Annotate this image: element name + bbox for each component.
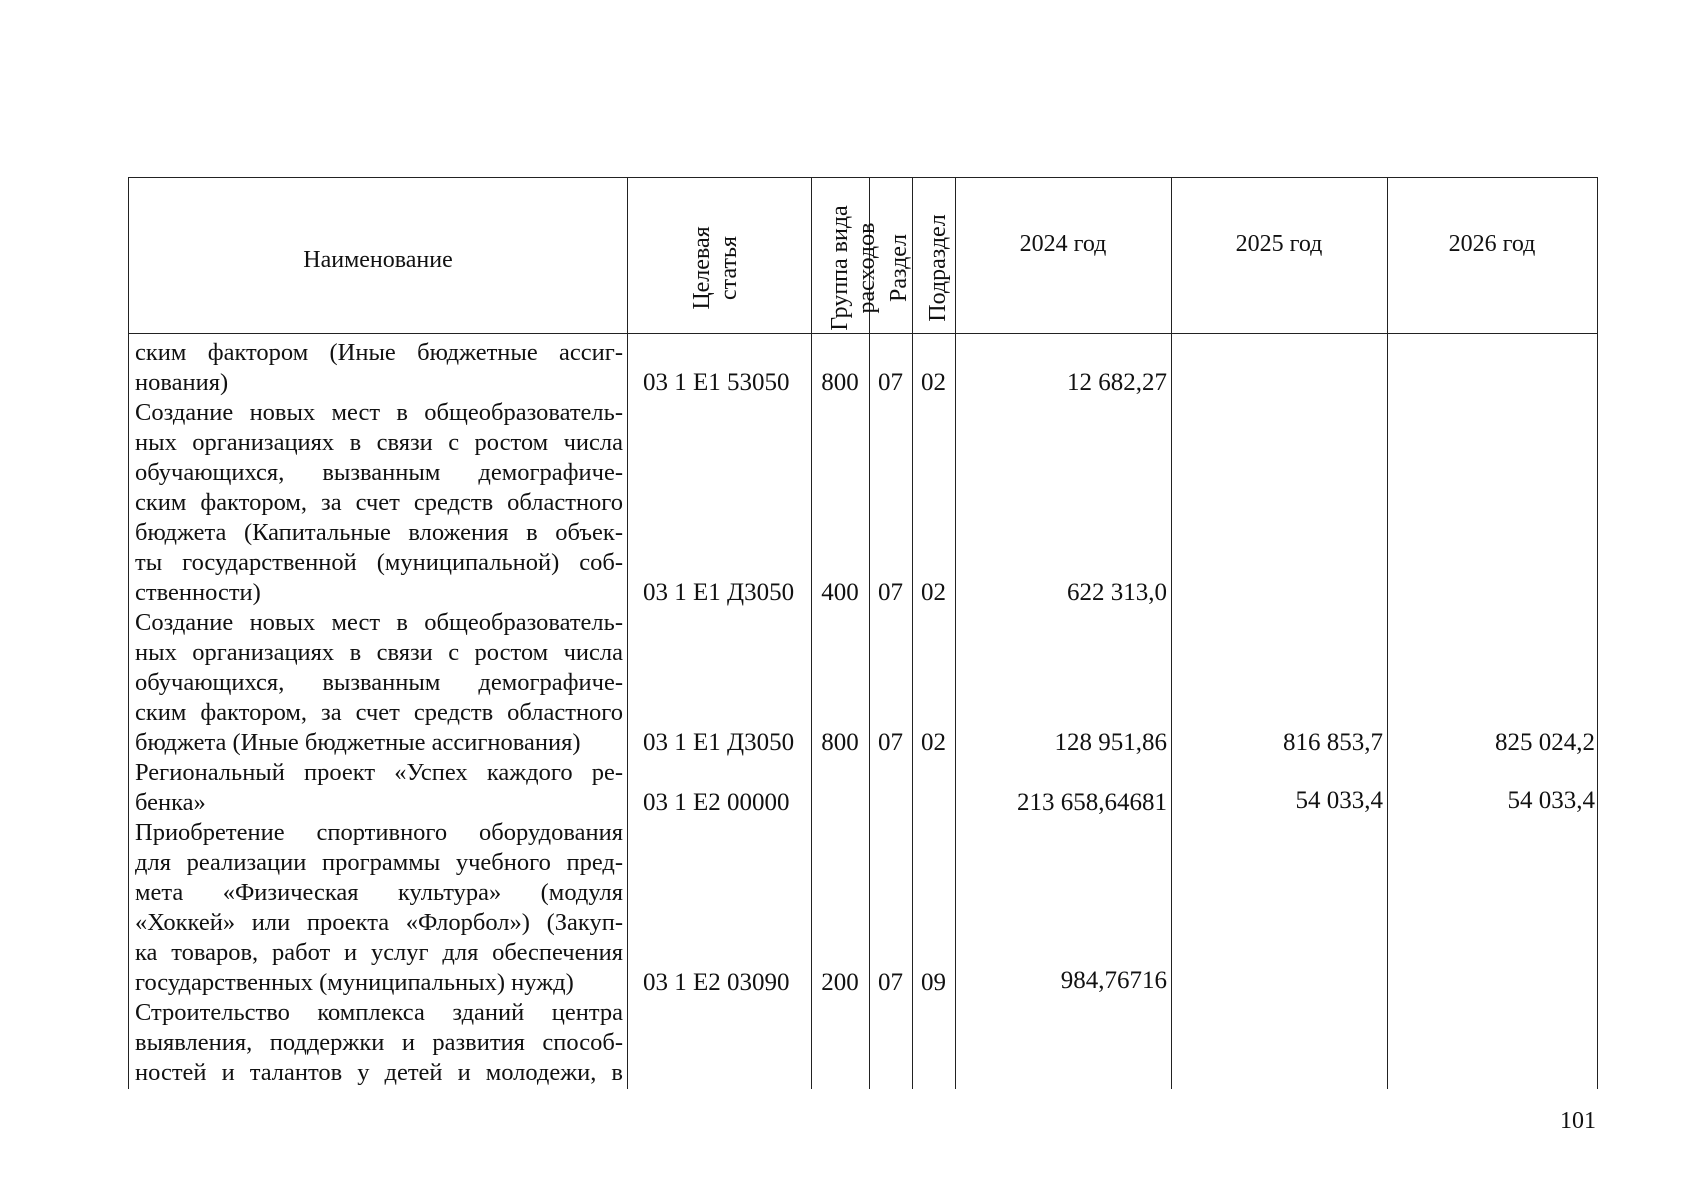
row-subsection: 09 <box>921 969 946 996</box>
column-divider <box>1171 178 1172 1089</box>
row-section: 07 <box>878 579 903 606</box>
column-divider <box>811 178 812 1089</box>
row-name: Строительство комплекса зданий центра выявления, поддержки и развития способ- ностей и талантов у детей и молодежи, в <box>135 999 623 1086</box>
row-name: Приобретение спортивного оборудования для реализации программы учебного пред- мета «Физическая культура» (модуля «Хоккей» или проекта «Флорбол») (Закуп- ка товаров, работ и услуг для обеспечения государственных (муниципальных) нужд) <box>135 819 623 996</box>
header-section: Раздел <box>886 234 912 302</box>
row-2025: 816 853,7 <box>1283 729 1383 756</box>
header-2024: 2024 год <box>1019 231 1107 257</box>
row-group: 800 <box>821 729 859 756</box>
row-name: Создание новых мест в общеобразователь- ных организациях в связи с ростом числа обучающихся, вызванным демографиче- ским фактором, за счет средств областного бюджета (Капитальные вложения в объек- ты государственной (муниципальной) соб- ственности) <box>135 399 623 606</box>
page-number: 101 <box>1560 1108 1596 1134</box>
header-2026: 2026 год <box>1448 231 1536 257</box>
row-section: 07 <box>878 369 903 396</box>
header-subsection: Подраздел <box>925 214 951 322</box>
row-target: 03 1 E2 03090 <box>643 969 790 996</box>
row-target: 03 1 E1 53050 <box>643 369 790 396</box>
row-2024: 622 313,0 <box>1067 579 1167 606</box>
row-2026: 54 033,4 <box>1507 787 1595 814</box>
row-name: Региональный проект «Успех каждого ре- бенка» <box>135 759 623 816</box>
row-target: 03 1 E1 Д3050 <box>643 579 795 606</box>
row-group: 200 <box>821 969 859 996</box>
row-target: 03 1 E1 Д3050 <box>643 729 795 756</box>
row-subsection: 02 <box>921 369 946 396</box>
column-divider <box>1387 178 1388 1089</box>
row-name: ским фактором (Иные бюджетные ассиг- нования) <box>135 339 623 396</box>
row-name: Создание новых мест в общеобразователь- ных организациях в связи с ростом числа обучающихся, вызванным демографиче- ским фактором, за счет средств областного бюджета (Иные бюджетные ассигнования) <box>135 609 623 756</box>
row-2026: 825 024,2 <box>1495 729 1595 756</box>
header-name: Наименование <box>303 247 453 273</box>
row-group: 400 <box>821 579 859 606</box>
row-target: 03 1 E2 00000 <box>643 789 790 816</box>
row-2024: 128 951,86 <box>1054 729 1167 756</box>
header-target: Целевая статья <box>689 226 742 310</box>
row-2024: 12 682,27 <box>1067 369 1167 396</box>
column-divider <box>955 178 956 1089</box>
row-2024: 213 658,64681 <box>1017 789 1167 816</box>
header-2025: 2025 год <box>1235 231 1323 257</box>
row-2024: 984,76716 <box>1060 967 1167 994</box>
row-section: 07 <box>878 729 903 756</box>
row-subsection: 02 <box>921 729 946 756</box>
header-group: Группа вида расходов <box>827 205 880 331</box>
row-section: 07 <box>878 969 903 996</box>
column-divider <box>627 178 628 1089</box>
row-subsection: 02 <box>921 579 946 606</box>
row-2025: 54 033,4 <box>1295 787 1383 814</box>
budget-table <box>128 177 1598 1089</box>
row-group: 800 <box>821 369 859 396</box>
